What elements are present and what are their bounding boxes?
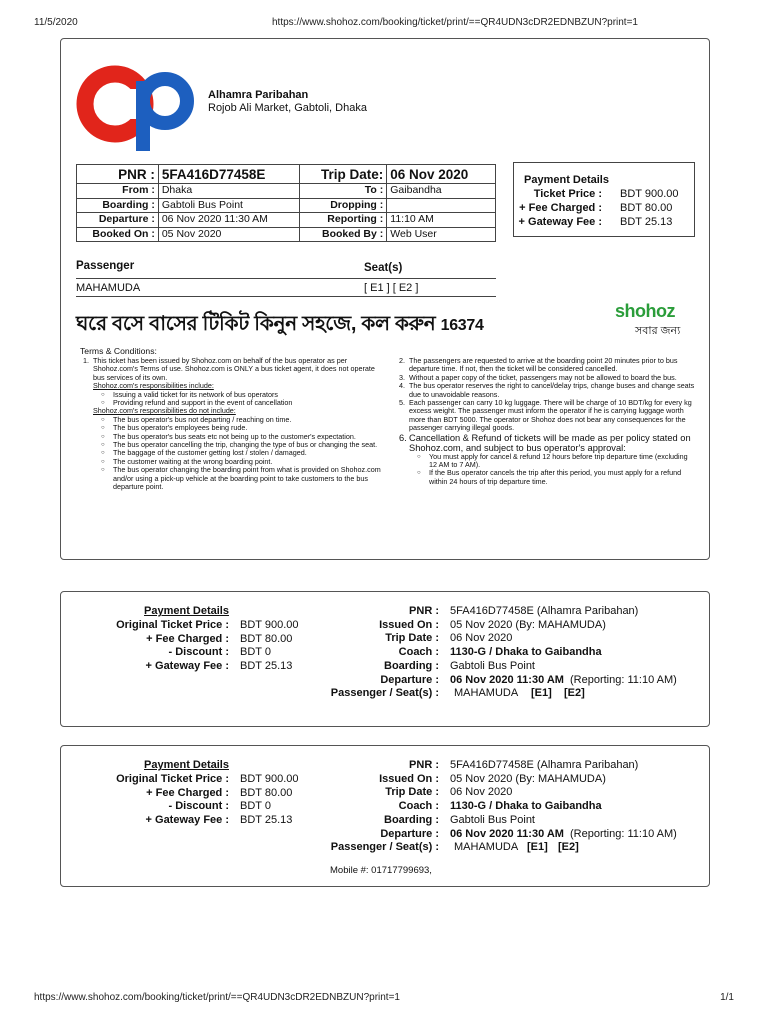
trip-date-label: Trip Date: [299, 165, 387, 184]
stub-mobile: Mobile #: 01717799693, [330, 865, 432, 876]
stub-gateway-label: + Gateway Fee : [145, 814, 229, 827]
to-label: To : [299, 184, 387, 199]
terms-item-number: 2. [399, 356, 405, 365]
stub-trip-date-label: Trip Date : [385, 786, 439, 799]
stub-departure-label: Departure : [380, 827, 439, 840]
promo-text [76, 309, 484, 342]
booked-on-value: 05 Nov 2020 [158, 227, 299, 242]
stub-boarding-value: Gabtoli Bus Point [450, 659, 535, 672]
departure-value: 06 Nov 2020 11:30 AM [158, 213, 299, 228]
terms-item-text: Each passenger can carry 10 kg luggage. There will be charge of 10 BDT/kg for every kg excess weight. The passenger must inform the operator if he is carrying luggage worth more than BDT 5000. The operator or Shohoz does not bear any consequences for the passenger carrying illegal goods. [409, 398, 692, 433]
print-footer [34, 992, 734, 1006]
terms-bullet: ○ Providing refund and support in the event of cancellation [81, 399, 381, 407]
stub-discount-value: BDT 0 [240, 800, 271, 813]
operator-address: Rojob Ali Market, Gabtoli, Dhaka [208, 102, 367, 114]
payment-summary-box [513, 162, 695, 237]
terms-item-number: 3. [399, 372, 405, 382]
booked-on-label: Booked On : [77, 227, 159, 242]
stub-pnr-label: PNR : [409, 759, 439, 771]
passenger-column-header: Passenger [76, 260, 135, 272]
pnr-label: PNR : [77, 165, 159, 184]
stub-seat: [E1] [527, 841, 548, 854]
stub-departure-value: 06 Nov 2020 11:30 AM [450, 673, 564, 686]
terms-subheading: Shohoz.com's responsibilities include: [93, 381, 214, 391]
gateway-value: BDT 25.13 [620, 216, 673, 228]
stub-coach-value: 1130-G / Dhaka to Gaibandha [450, 646, 602, 659]
ticket-stub [60, 745, 710, 887]
departure-label: Departure : [77, 213, 159, 228]
stub-reporting-value: (Reporting: 11:10 AM) [570, 673, 677, 686]
terms-bullet: ○ You must apply for cancel & refund 12 hours before trip departure time (excluding 12 AM to 7 AM). [397, 453, 697, 470]
stub-coach-value: 1130-G / Dhaka to Gaibandha [450, 800, 602, 813]
stub-departure-value: 06 Nov 2020 11:30 AM [450, 827, 564, 840]
shohoz-logo [615, 301, 685, 337]
terms-item [397, 399, 697, 433]
stub-trip-date-value: 06 Nov 2020 [450, 632, 513, 645]
operator-name: Alhamra Paribahan [208, 89, 309, 101]
promo-hotline: 16374 [440, 317, 484, 334]
shohoz-tagline: সবার জন্য [635, 325, 681, 337]
passenger-row [76, 281, 496, 297]
terms-right-column [397, 357, 697, 486]
stub-trip-date-label: Trip Date : [385, 632, 439, 645]
ticket-price-row [514, 188, 696, 202]
ticket-card [60, 38, 710, 560]
stub-issued-on-value: 05 Nov 2020 (By: MAHAMUDA) [450, 618, 606, 631]
page-number: 1/1 [720, 992, 734, 1003]
stub-passenger-name: MAHAMUDA [454, 841, 519, 854]
promo-message: ঘরে বসে বাসের টিকিট কিনুন সহজে, কল করুন [76, 313, 436, 335]
terms-item-number: 6. [399, 432, 407, 443]
stub-passenger-name: MAHAMUDA [454, 687, 519, 700]
fee-value: BDT 80.00 [620, 202, 673, 214]
terms-item-text: The passengers are requested to arrive at the boarding point 20 minutes prior to bus departure time. If not, then the ticket will be considered cancelled. [409, 356, 678, 374]
stub-payment-title: Payment Details [144, 759, 229, 771]
payment-title: Payment Details [524, 174, 609, 186]
dropping-value [387, 198, 496, 213]
stub-seat: [E1] [531, 687, 552, 700]
stub-original-price-label: Original Ticket Price : [116, 773, 229, 785]
stub-departure-label: Departure : [380, 673, 439, 686]
ticket-info-table [76, 164, 496, 242]
stub-reporting-value: (Reporting: 11:10 AM) [570, 827, 677, 840]
terms-item-text: The bus operator reserves the right to cancel/delay trips, change buses and change seats due to unavoidable reasons. [409, 381, 695, 399]
terms-bullet: ○ The bus operator's employees being rude. [81, 424, 381, 432]
ticket-price-label: Ticket Price : [533, 188, 602, 200]
terms-left-column [81, 357, 381, 492]
stub-original-price-label: Original Ticket Price : [116, 619, 229, 631]
reporting-label: Reporting : [299, 213, 387, 228]
stub-issued-on-label: Issued On : [379, 618, 439, 631]
passenger-name: MAHAMUDA [76, 282, 141, 294]
stub-coach-label: Coach : [398, 800, 439, 813]
stub-fee-value: BDT 80.00 [240, 632, 293, 645]
passenger-seats: [ E1 ] [ E2 ] [364, 282, 419, 294]
terms-bullet: ○ The bus operator's bus not departing / reaching on time. [81, 416, 381, 424]
terms-item-number: 4. [399, 381, 405, 391]
booked-by-value: Web User [387, 227, 496, 242]
gateway-label: + Gateway Fee : [518, 216, 602, 228]
print-url: https://www.shohoz.com/booking/ticket/print/==QR4UDN3cDR2EDNBZUN?print=1 [272, 17, 638, 28]
stub-payment-title: Payment Details [144, 605, 229, 617]
footer-url: https://www.shohoz.com/booking/ticket/print/==QR4UDN3cDR2EDNBZUN?print=1 [34, 992, 400, 1003]
reporting-value: 11:10 AM [387, 213, 496, 228]
terms-item-number: 1. [83, 356, 89, 365]
terms-bullet: ○ The bus operator changing the boarding point from what is provided on Shohoz.com and/or using a pick-up vehicle at the boarding point to take customers to the bus departure point. [81, 466, 381, 491]
ticket-price-value: BDT 900.00 [620, 188, 679, 200]
stub-gateway-label: + Gateway Fee : [145, 660, 229, 673]
stub-boarding-label: Boarding : [384, 813, 439, 826]
stub-issued-on-label: Issued On : [379, 772, 439, 785]
terms-item [397, 382, 697, 399]
stub-passenger-label: Passenger / Seat(s) : [330, 841, 439, 854]
stub-discount-value: BDT 0 [240, 646, 271, 659]
stub-coach-label: Coach : [398, 646, 439, 659]
terms-subheading: Shohoz.com's responsibilities do not include: [93, 406, 236, 416]
stub-boarding-value: Gabtoli Bus Point [450, 813, 535, 826]
boarding-value: Gabtoli Bus Point [158, 198, 299, 213]
print-header [34, 17, 734, 31]
trip-date-value: 06 Nov 2020 [387, 165, 496, 184]
gateway-row [514, 216, 696, 230]
boarding-label: Boarding : [77, 198, 159, 213]
operator-logo [75, 59, 195, 151]
terms-item [397, 357, 697, 374]
stub-discount-label: - Discount : [168, 646, 229, 659]
stub-pnr-value: 5FA416D77458E (Alhamra Paribahan) [450, 759, 639, 771]
seats-column-header: Seat(s) [364, 262, 403, 274]
pnr-value: 5FA416D77458E [158, 165, 299, 184]
stub-fee-label: + Fee Charged : [146, 632, 229, 645]
terms-item [81, 357, 381, 382]
to-value: Gaibandha [387, 184, 496, 199]
stub-issued-on-value: 05 Nov 2020 (By: MAHAMUDA) [450, 772, 606, 785]
stub-discount-label: - Discount : [168, 800, 229, 813]
terms-item-text: Cancellation & Refund of tickets will be made as per policy stated on Shohoz.com, and subject to bus operator's approval: [409, 432, 691, 453]
stub-gateway-value: BDT 25.13 [240, 660, 293, 673]
booked-by-label: Booked By : [299, 227, 387, 242]
stub-pnr-label: PNR : [409, 605, 439, 617]
fee-label: + Fee Charged : [519, 202, 602, 214]
fee-row [514, 202, 696, 216]
terms-bullet: ○ The customer waiting at the wrong boarding point. [81, 458, 381, 466]
terms-bullet: ○ Issuing a valid ticket for its network of bus operators [81, 391, 381, 399]
shohoz-wordmark: shohoz [615, 301, 675, 321]
from-label: From : [77, 184, 159, 199]
passenger-header [76, 259, 496, 279]
terms-item-text: Without a paper copy of the ticket, passengers may not be allowed to board the bus. [409, 372, 677, 382]
stub-passenger-label: Passenger / Seat(s) : [330, 687, 439, 700]
stub-trip-date-value: 06 Nov 2020 [450, 786, 513, 799]
terms-bullet: ○ The bus operator's bus seats etc not being up to the customer's expectation. [81, 433, 381, 441]
dropping-label: Dropping : [299, 198, 387, 213]
terms-bullet: ○ The bus operator cancelling the trip, changing the type of bus or changing the seat. [81, 441, 381, 449]
stub-boarding-label: Boarding : [384, 659, 439, 672]
stub-original-price-value: BDT 900.00 [240, 619, 299, 631]
stub-seat: [E2] [564, 687, 585, 700]
print-date: 11/5/2020 [34, 17, 78, 28]
stub-fee-value: BDT 80.00 [240, 786, 293, 799]
terms-bullet: ○ The baggage of the customer getting lost / stolen / damaged. [81, 449, 381, 457]
terms-item-number: 5. [399, 398, 405, 408]
from-value: Dhaka [158, 184, 299, 199]
terms-bullet: ○ If the Bus operator cancels the trip after this period, you must apply for a refund within 24 hours of trip departure time. [397, 469, 697, 486]
stub-seat: [E2] [558, 841, 579, 854]
terms-item [397, 433, 697, 453]
stub-gateway-value: BDT 25.13 [240, 814, 293, 827]
ticket-stub [60, 591, 710, 727]
terms-title: Terms & Conditions: [80, 346, 157, 356]
stub-fee-label: + Fee Charged : [146, 786, 229, 799]
terms-item-text: This ticket has been issued by Shohoz.com on behalf of the bus operator as per Shohoz.com's Terms of use. Shohoz.com is ONLY a bus ticket agent, it does not operate bus services of its own. [93, 356, 375, 382]
stub-pnr-value: 5FA416D77458E (Alhamra Paribahan) [450, 605, 639, 617]
stub-original-price-value: BDT 900.00 [240, 773, 299, 785]
